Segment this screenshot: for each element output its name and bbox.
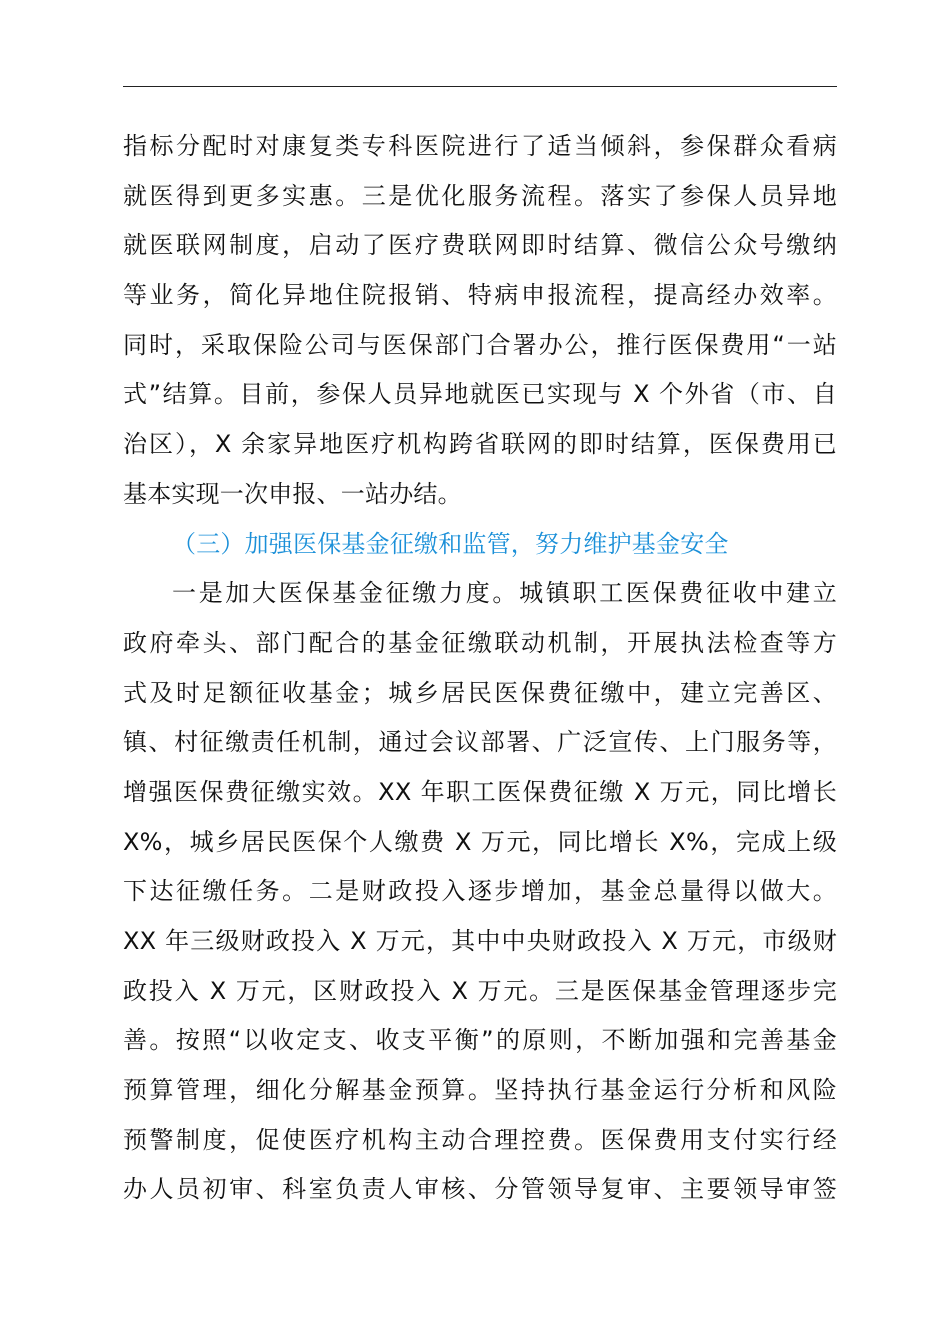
text-line: 预警制度，促使医疗机构主动合理控费。医保费用支付实行经 <box>123 1125 837 1154</box>
text-line: 就医联网制度，启动了医疗费联网即时结算、微信公众号缴纳 <box>123 231 837 260</box>
document-body <box>123 122 837 1215</box>
text-line: 指标分配时对康复类专科医院进行了适当倾斜，参保群众看病 <box>123 132 837 160</box>
text-line: 政投入 X 万元，区财政投入 X 万元。三是医保基金管理逐步完 <box>123 976 837 1005</box>
text-line: XX 年三级财政投入 X 万元，其中中央财政投入 X 万元，市级财 <box>123 927 837 955</box>
text-line: 式”结算。目前，参保人员异地就医已实现与 X 个外省（市、自 <box>123 380 837 409</box>
text-line: X%，城乡居民医保个人缴费 X 万元，同比增长 X%，完成上级 <box>123 827 837 856</box>
text-line: 下达征缴任务。二是财政投入逐步增加，基金总量得以做大。 <box>123 877 837 906</box>
text-line: 基本实现一次申报、一站办结。 <box>123 479 462 508</box>
text-line: 就医得到更多实惠。三是优化服务流程。落实了参保人员异地 <box>123 181 837 210</box>
text-line: 治区），X 余家异地医疗机构跨省联网的即时结算，医保费用已 <box>123 430 837 459</box>
text-line: 增强医保费征缴实效。XX 年职工医保费征缴 X 万元，同比增长 <box>123 777 837 806</box>
text-line: 办人员初审、科室负责人审核、分管领导复审、主要领导审签 <box>123 1175 837 1204</box>
paragraph-1 <box>123 122 837 520</box>
text-line: 政府牵头、部门配合的基金征缴联动机制，开展执法检查等方 <box>123 628 837 657</box>
text-line: 等业务，简化异地住院报销、特病申报流程，提高经办效率。 <box>123 281 837 310</box>
text-line: 式及时足额征收基金；城乡居民医保费征缴中，建立完善区、 <box>123 678 837 707</box>
section-heading: （三）加强医保基金征缴和监管，努力维护基金安全 <box>172 529 729 558</box>
text-line: 镇、村征缴责任机制，通过会议部署、广泛宣传、上门服务等， <box>123 728 837 757</box>
header-rule <box>123 86 837 87</box>
paragraph-2 <box>123 569 837 1215</box>
text-line: 善。按照“以收定支、收支平衡”的原则，不断加强和完善基金 <box>123 1026 837 1055</box>
text-line: 预算管理，细化分解基金预算。坚持执行基金运行分析和风险 <box>123 1076 837 1105</box>
text-line: 一是加大医保基金征缴力度。城镇职工医保费征收中建立 <box>172 579 837 608</box>
text-line: 同时，采取保险公司与医保部门合署办公，推行医保费用“一站 <box>123 330 837 359</box>
